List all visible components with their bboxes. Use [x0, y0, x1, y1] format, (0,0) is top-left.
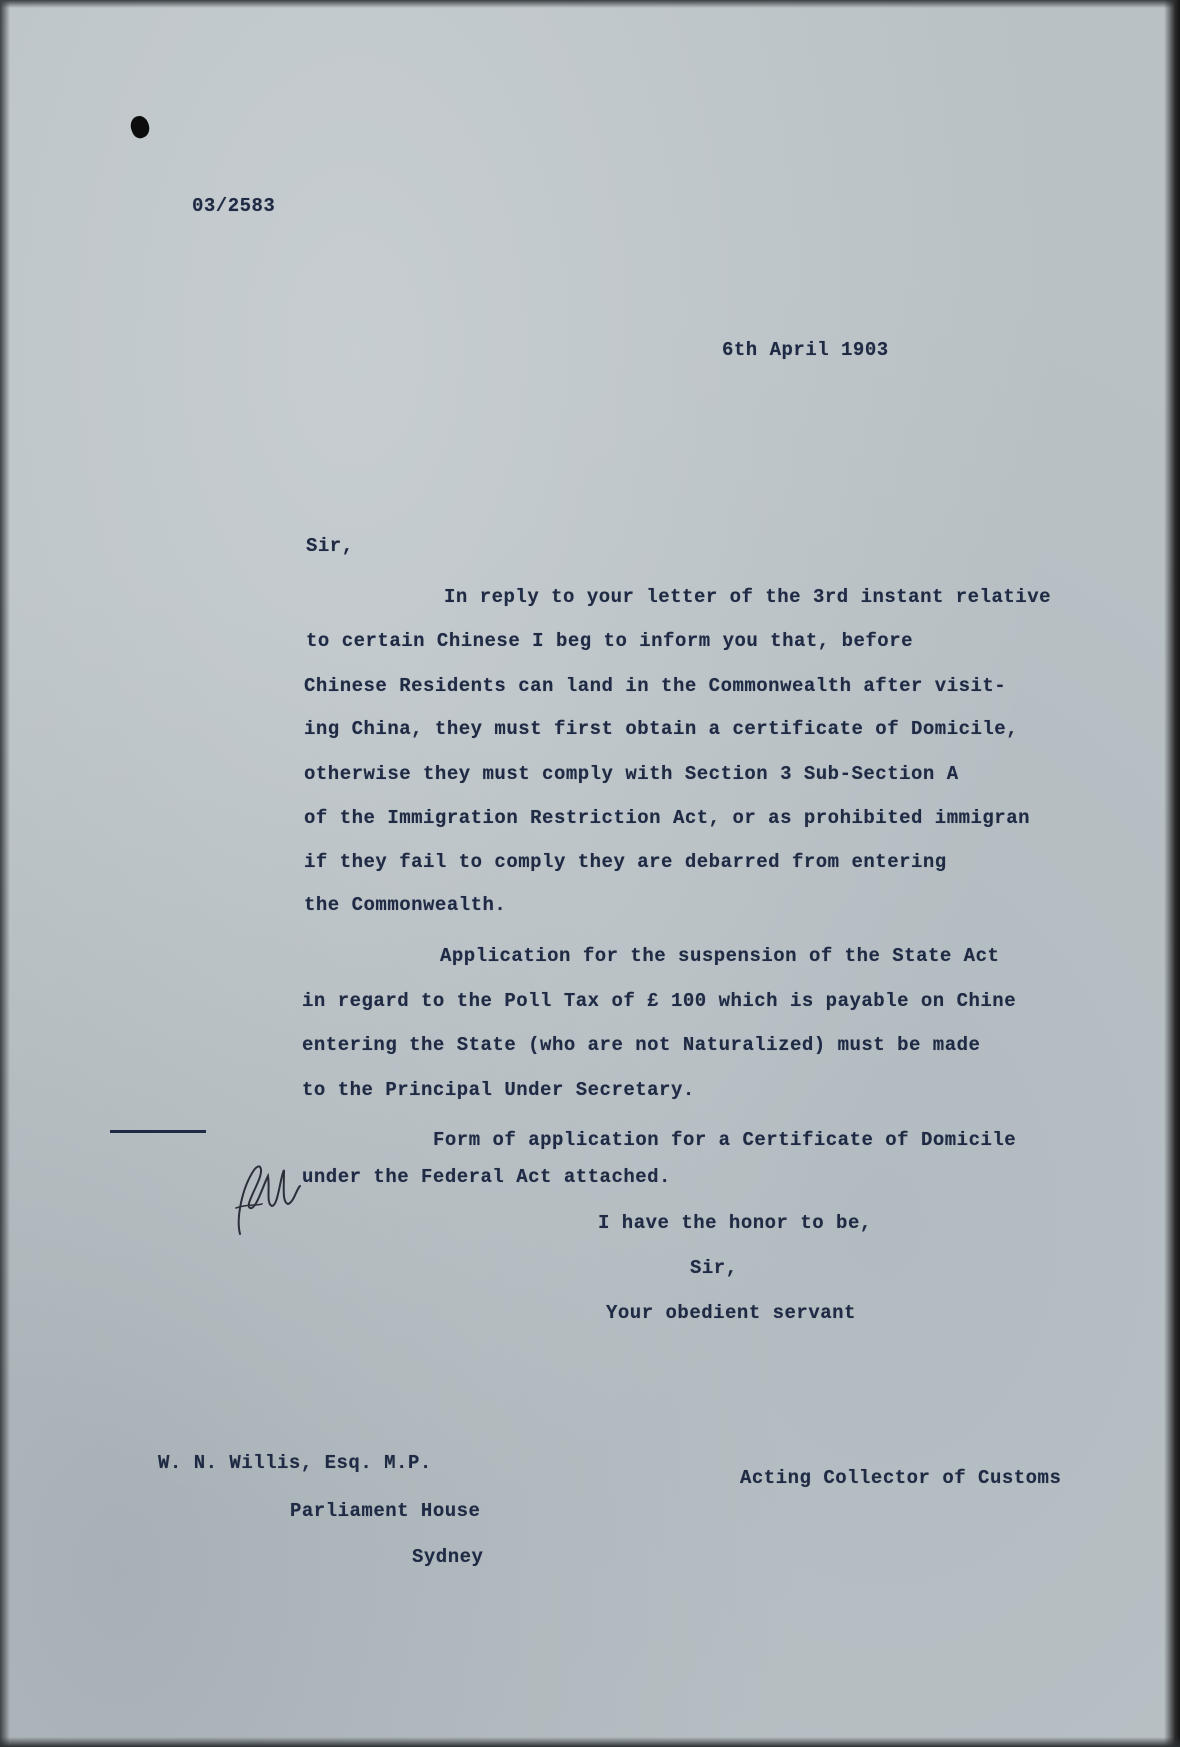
addressee-name: W. N. Willis, Esq. M.P. [158, 1452, 432, 1474]
body-line: if they fail to comply they are debarred from entering [304, 851, 947, 873]
body-line: Application for the suspension of the State Act [440, 945, 1000, 967]
punch-hole [128, 114, 152, 141]
body-line: ing China, they must first obtain a certificate of Domicile, [304, 718, 1019, 740]
body-line: otherwise they must comply with Section 3 Sub-Section A [304, 763, 959, 785]
signatory-title: Acting Collector of Customs [740, 1467, 1062, 1489]
closing-line-3: Your obedient servant [606, 1302, 856, 1324]
addressee-line-2: Parliament House [290, 1500, 481, 1522]
page-edge-bottom [0, 1737, 1180, 1747]
body-line: entering the State (who are not Naturalized) must be made [302, 1034, 981, 1056]
body-line: in regard to the Poll Tax of £ 100 which is payable on Chine [302, 990, 1017, 1012]
handwritten-initials [232, 1148, 302, 1238]
body-line: the Commonwealth. [304, 894, 507, 916]
margin-dash-mark [110, 1130, 206, 1133]
body-line: of the Immigration Restriction Act, or as prohibited immigran [304, 807, 1031, 829]
letter-date: 6th April 1903 [722, 339, 889, 361]
closing-line-2: Sir, [690, 1257, 738, 1279]
body-line: under the Federal Act attached. [302, 1166, 671, 1188]
salutation: Sir, [306, 535, 354, 557]
body-line: to the Principal Under Secretary. [302, 1079, 695, 1101]
addressee-line-3: Sydney [412, 1546, 484, 1568]
page-edge-top [0, 0, 1180, 8]
reference-number: 03/2583 [192, 195, 276, 217]
body-line: Chinese Residents can land in the Commonwealth after visit- [304, 675, 1007, 697]
body-line: Form of application for a Certificate of Domicile [433, 1129, 1017, 1151]
body-line: In reply to your letter of the 3rd instant relative [444, 586, 1051, 608]
page-edge-left [0, 0, 10, 1747]
body-line: to certain Chinese I beg to inform you that, before [306, 630, 913, 652]
page-edge-right [1164, 0, 1180, 1747]
closing-line-1: I have the honor to be, [598, 1212, 872, 1234]
